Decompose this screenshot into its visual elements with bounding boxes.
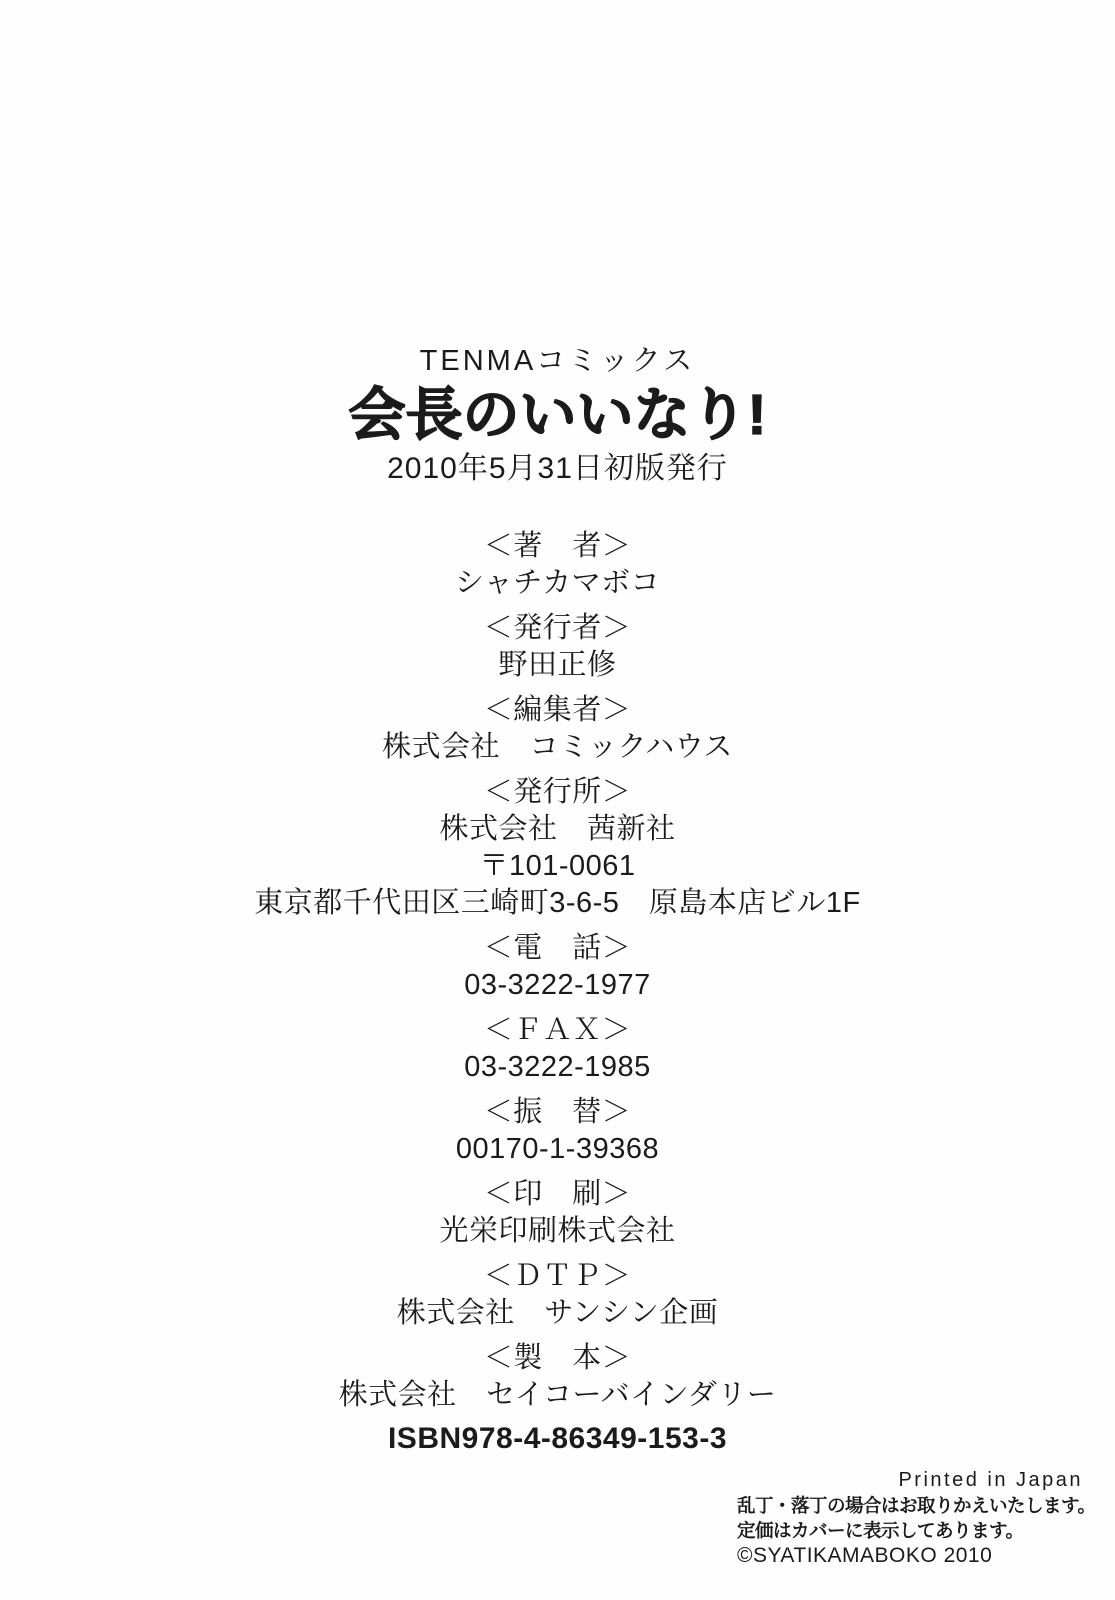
section-value: 株式会社 茜新社 — [439, 813, 676, 845]
colophon-section — [0, 774, 1115, 922]
section-value: 株式会社 セイコーバインダリー — [338, 1379, 777, 1411]
defect-notice: 乱丁・落丁の場合はお取りかえいたします。 — [737, 1495, 1096, 1516]
section-label: ＜発行所＞ — [483, 776, 632, 808]
section-label: ＜ＤＴＰ＞ — [483, 1260, 632, 1292]
colophon-section — [0, 930, 1115, 1004]
section-label: ＜電 話＞ — [483, 932, 632, 964]
colophon-section — [0, 1012, 1115, 1086]
section-value: 株式会社 サンシン企画 — [396, 1297, 719, 1329]
edition-date: 2010年5月31日初版発行 — [387, 452, 728, 485]
section-label: ＜製 本＞ — [483, 1342, 632, 1374]
page-footer — [737, 1468, 1096, 1568]
section-value: 03-3222-1977 — [464, 969, 651, 1001]
book-title: 会長のいいなり! — [348, 383, 767, 447]
colophon-section — [0, 1340, 1115, 1414]
copyright-line: ©SYATIKAMABOKO 2010 — [737, 1544, 993, 1567]
series-name: TENMAコミックス — [419, 345, 696, 377]
section-label: ＜発行者＞ — [483, 612, 632, 644]
section-label: ＜編集者＞ — [483, 694, 632, 726]
price-notice: 定価はカバーに表示してあります。 — [737, 1520, 1024, 1541]
section-label: ＜振 替＞ — [483, 1096, 632, 1128]
colophon-section — [0, 1094, 1115, 1168]
colophon-section — [0, 692, 1115, 766]
isbn-number: ISBN978-4-86349-153-3 — [387, 1422, 728, 1455]
section-value: 00170-1-39368 — [455, 1133, 660, 1165]
section-value: 株式会社 コミックハウス — [382, 731, 733, 763]
section-label: ＜印 刷＞ — [483, 1178, 632, 1210]
colophon-section — [0, 1258, 1115, 1332]
colophon-section — [0, 610, 1115, 684]
book-header — [0, 346, 1115, 484]
section-label: ＜著 者＞ — [483, 530, 632, 562]
section-value: 東京都千代田区三崎町3-6-5 原島本店ビル1F — [254, 887, 861, 919]
section-value: 03-3222-1985 — [464, 1051, 651, 1083]
colophon-section — [0, 528, 1115, 602]
colophon-sections — [0, 528, 1115, 1414]
printed-in-japan: Printed in Japan — [898, 1469, 1083, 1491]
colophon-section — [0, 1176, 1115, 1250]
section-value: シャチカマボコ — [454, 567, 661, 599]
section-value: 〒101-0061 — [479, 850, 636, 882]
section-value: 光栄印刷株式会社 — [439, 1215, 676, 1247]
section-value: 野田正修 — [498, 649, 617, 681]
section-label: ＜ＦＡＸ＞ — [483, 1014, 632, 1046]
